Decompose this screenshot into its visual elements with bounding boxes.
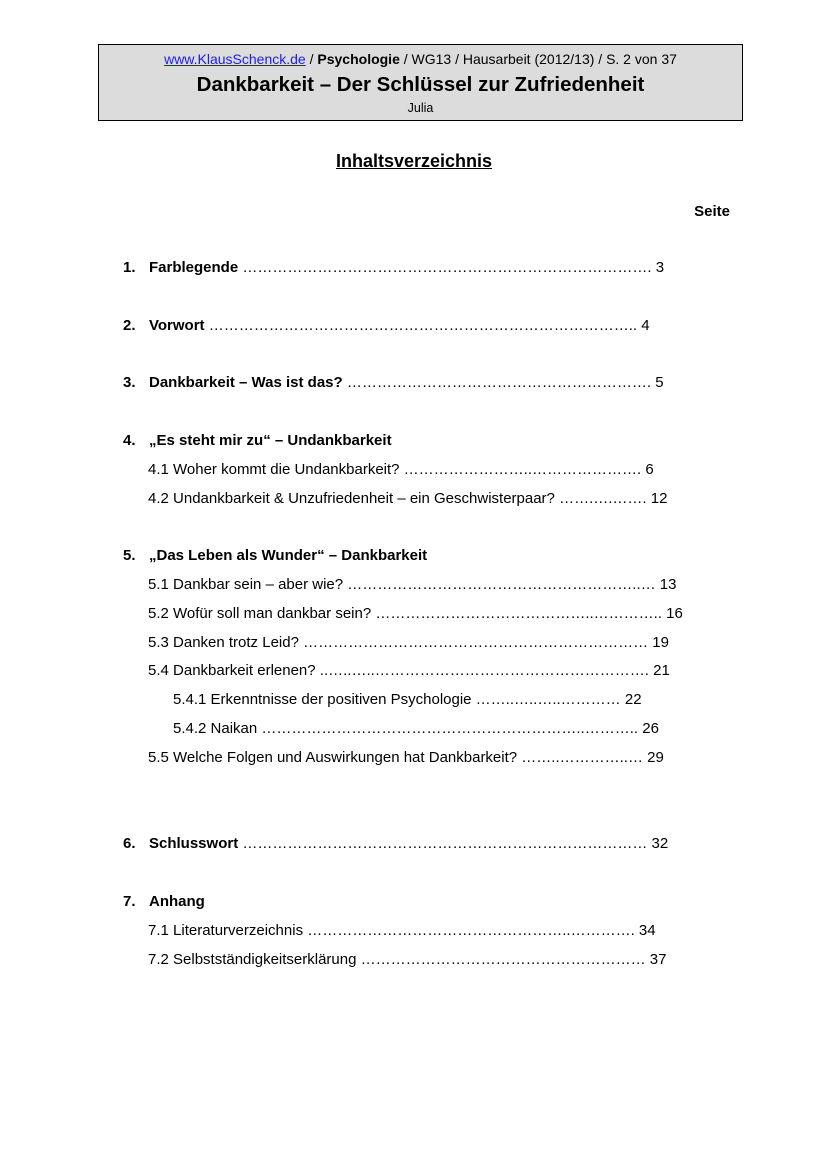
page-column-label: Seite [694, 203, 730, 220]
document-title: Dankbarkeit – Der Schlüssel zur Zufriedenheit [196, 73, 645, 96]
toc-entry-5-2[interactable] [148, 604, 733, 624]
toc-text: Dankbarkeit – Was ist das? ……………………………………………………. 5 [149, 374, 664, 391]
toc-entry-4[interactable] [123, 431, 733, 451]
toc-entry-5-1[interactable] [148, 575, 733, 595]
toc-entry-5[interactable] [123, 546, 733, 566]
toc-text: „Es steht mir zu“ – Undankbarkeit [149, 432, 392, 449]
toc-number: 3. [123, 374, 136, 391]
toc-entry-2[interactable] [123, 316, 733, 336]
toc-text: 7.1 Literaturverzeichnis ……………………………………………..…………. 34 [148, 922, 656, 939]
toc-text: Farblegende ………………………………………………………………………. 3 [149, 259, 665, 276]
toc-entry-4-1[interactable] [148, 460, 733, 480]
header-meta-line [99, 51, 742, 68]
toc-text: 5.3 Danken trotz Leid? …………………………………………………………… 19 [148, 634, 669, 651]
toc-entry-7[interactable] [123, 892, 733, 912]
toc-text: 5.1 Dankbar sein – aber wie? …………………………………………………..… 13 [148, 576, 677, 593]
toc-entry-5-4-2[interactable] [173, 719, 733, 739]
toc-text: „Das Leben als Wunder“ – Dankbarkeit [149, 547, 428, 564]
toc-entry-3[interactable] [123, 373, 733, 393]
toc-entry-7-2[interactable] [148, 950, 733, 970]
toc-text: 5.4 Dankbarkeit erlenen? ..…..…..………………………………………………. 21 [148, 662, 670, 679]
site-link[interactable]: www.KlausSchenck.de [164, 51, 306, 67]
toc-number: 2. [123, 317, 136, 334]
toc-text: 4.2 Undankbarkeit & Unzufriedenheit – ein Geschwisterpaar? …….….……. 12 [148, 490, 668, 507]
toc-entry-4-2[interactable] [148, 489, 733, 509]
toc-text: Anhang [149, 893, 205, 910]
toc-text: 5.5 Welche Folgen und Auswirkungen hat Dankbarkeit? ……..…………..… 29 [148, 749, 664, 766]
toc-entry-6[interactable] [123, 834, 733, 854]
header-details: / WG13 / Hausarbeit (2012/13) / S. 2 von 37 [399, 51, 677, 67]
document-author: Julia [407, 101, 434, 115]
toc-number: 5. [123, 547, 136, 564]
toc-text: Vorwort ………………………………………………………………………….. 4 [149, 317, 650, 334]
toc-text: 5.2 Wofür soll man dankbar sein? ……………………………………..………….. 16 [148, 605, 683, 622]
toc-number: 6. [123, 835, 136, 852]
page-header [98, 44, 743, 121]
toc-number: 4. [123, 432, 136, 449]
toc-text: 4.1 Woher kommt die Undankbarkeit? ……………………..…………………. 6 [148, 461, 654, 478]
toc-text: Schlusswort ……………………………………………………………………… 32 [149, 835, 669, 852]
toc-text: 5.4.2 Naikan ………………………………………………………..……….. 26 [173, 720, 659, 737]
toc-entry-5-5[interactable] [148, 748, 733, 768]
toc-text: 5.4.1 Erkenntnisse der positiven Psychologie ……..…..…..………… 22 [173, 691, 642, 708]
toc-number: 1. [123, 259, 136, 276]
toc-number: 7. [123, 893, 136, 910]
toc-text: 7.2 Selbstständigkeitserklärung ………………………………………………… 37 [148, 951, 667, 968]
toc-entry-5-4-1[interactable] [173, 690, 733, 710]
header-subject: Psychologie [317, 51, 400, 67]
header-separator: / [305, 51, 318, 67]
toc-entry-5-4[interactable] [148, 661, 733, 681]
toc-entry-5-3[interactable] [148, 633, 733, 653]
toc-entry-1[interactable] [123, 258, 733, 278]
toc-heading: Inhaltsverzeichnis [335, 151, 493, 171]
toc-entry-7-1[interactable] [148, 921, 733, 941]
